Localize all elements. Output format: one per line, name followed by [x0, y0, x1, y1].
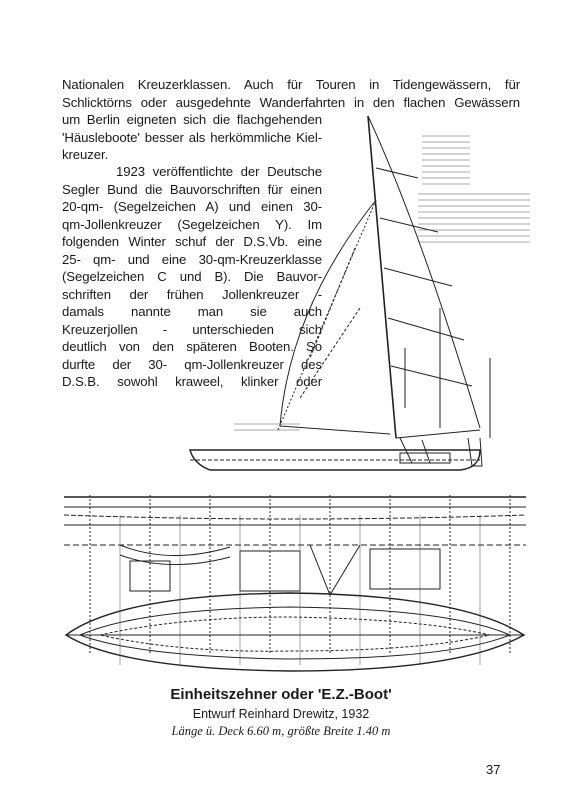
figure-title: Einheitszehner oder 'E.Z.-Boot'	[170, 686, 392, 703]
text-line: 20-qm- (Segelzeichen A) und einen 30-	[62, 199, 322, 214]
text-line: Schlicktörns oder ausgedehnte Wanderfahrten in den flachen Gewässern	[62, 94, 520, 110]
text-line: schriften der frühen Jollenkreuzer -	[62, 286, 322, 302]
sail-plan-drawing	[150, 108, 550, 478]
text-line: 'Häusleboote' besser als herkömmliche Kiel-	[62, 129, 322, 145]
text-line: (Segelzeichen C und B). Die Bauvor-	[62, 269, 322, 284]
text-line: durfte der 30- qm-Jollenkreuzer des	[62, 356, 322, 372]
page-number: 37	[486, 762, 501, 777]
text-line: deutlich von den späteren Booten. So	[62, 339, 322, 354]
text-line: Kreuzerjollen - unterschieden sich	[62, 321, 322, 337]
text-line: Nationalen Kreuzerklassen. Auch für Touren in Tidengewässern, für	[62, 77, 520, 92]
text-line: qm-Jollenkreuzer (Segelzeichen Y). Im	[62, 216, 322, 232]
text-line: kreuzer.	[62, 147, 109, 162]
text-line: um Berlin eigneten sich die flachgehenden	[62, 112, 322, 127]
text-line: 1923 veröffentlichte der Deutsche	[116, 164, 322, 179]
text-line: 25- qm- und eine 30-qm-Kreuzerklasse	[62, 251, 322, 267]
figure-designer: Entwurf Reinhard Drewitz, 1932	[192, 707, 370, 721]
figure-dimensions: Länge ü. Deck 6.60 m, größte Breite 1.40 m	[171, 724, 391, 738]
text-line: damals nannte man sie auch	[62, 304, 322, 319]
text-line: D.S.B. sowohl kraweel, klinker oder	[62, 374, 322, 389]
lines-plan-drawing	[60, 485, 530, 675]
text-line: Segler Bund die Bauvorschriften für einen	[62, 181, 322, 197]
text-line: folgenden Winter schuf der D.S.Vb. eine	[62, 234, 322, 249]
